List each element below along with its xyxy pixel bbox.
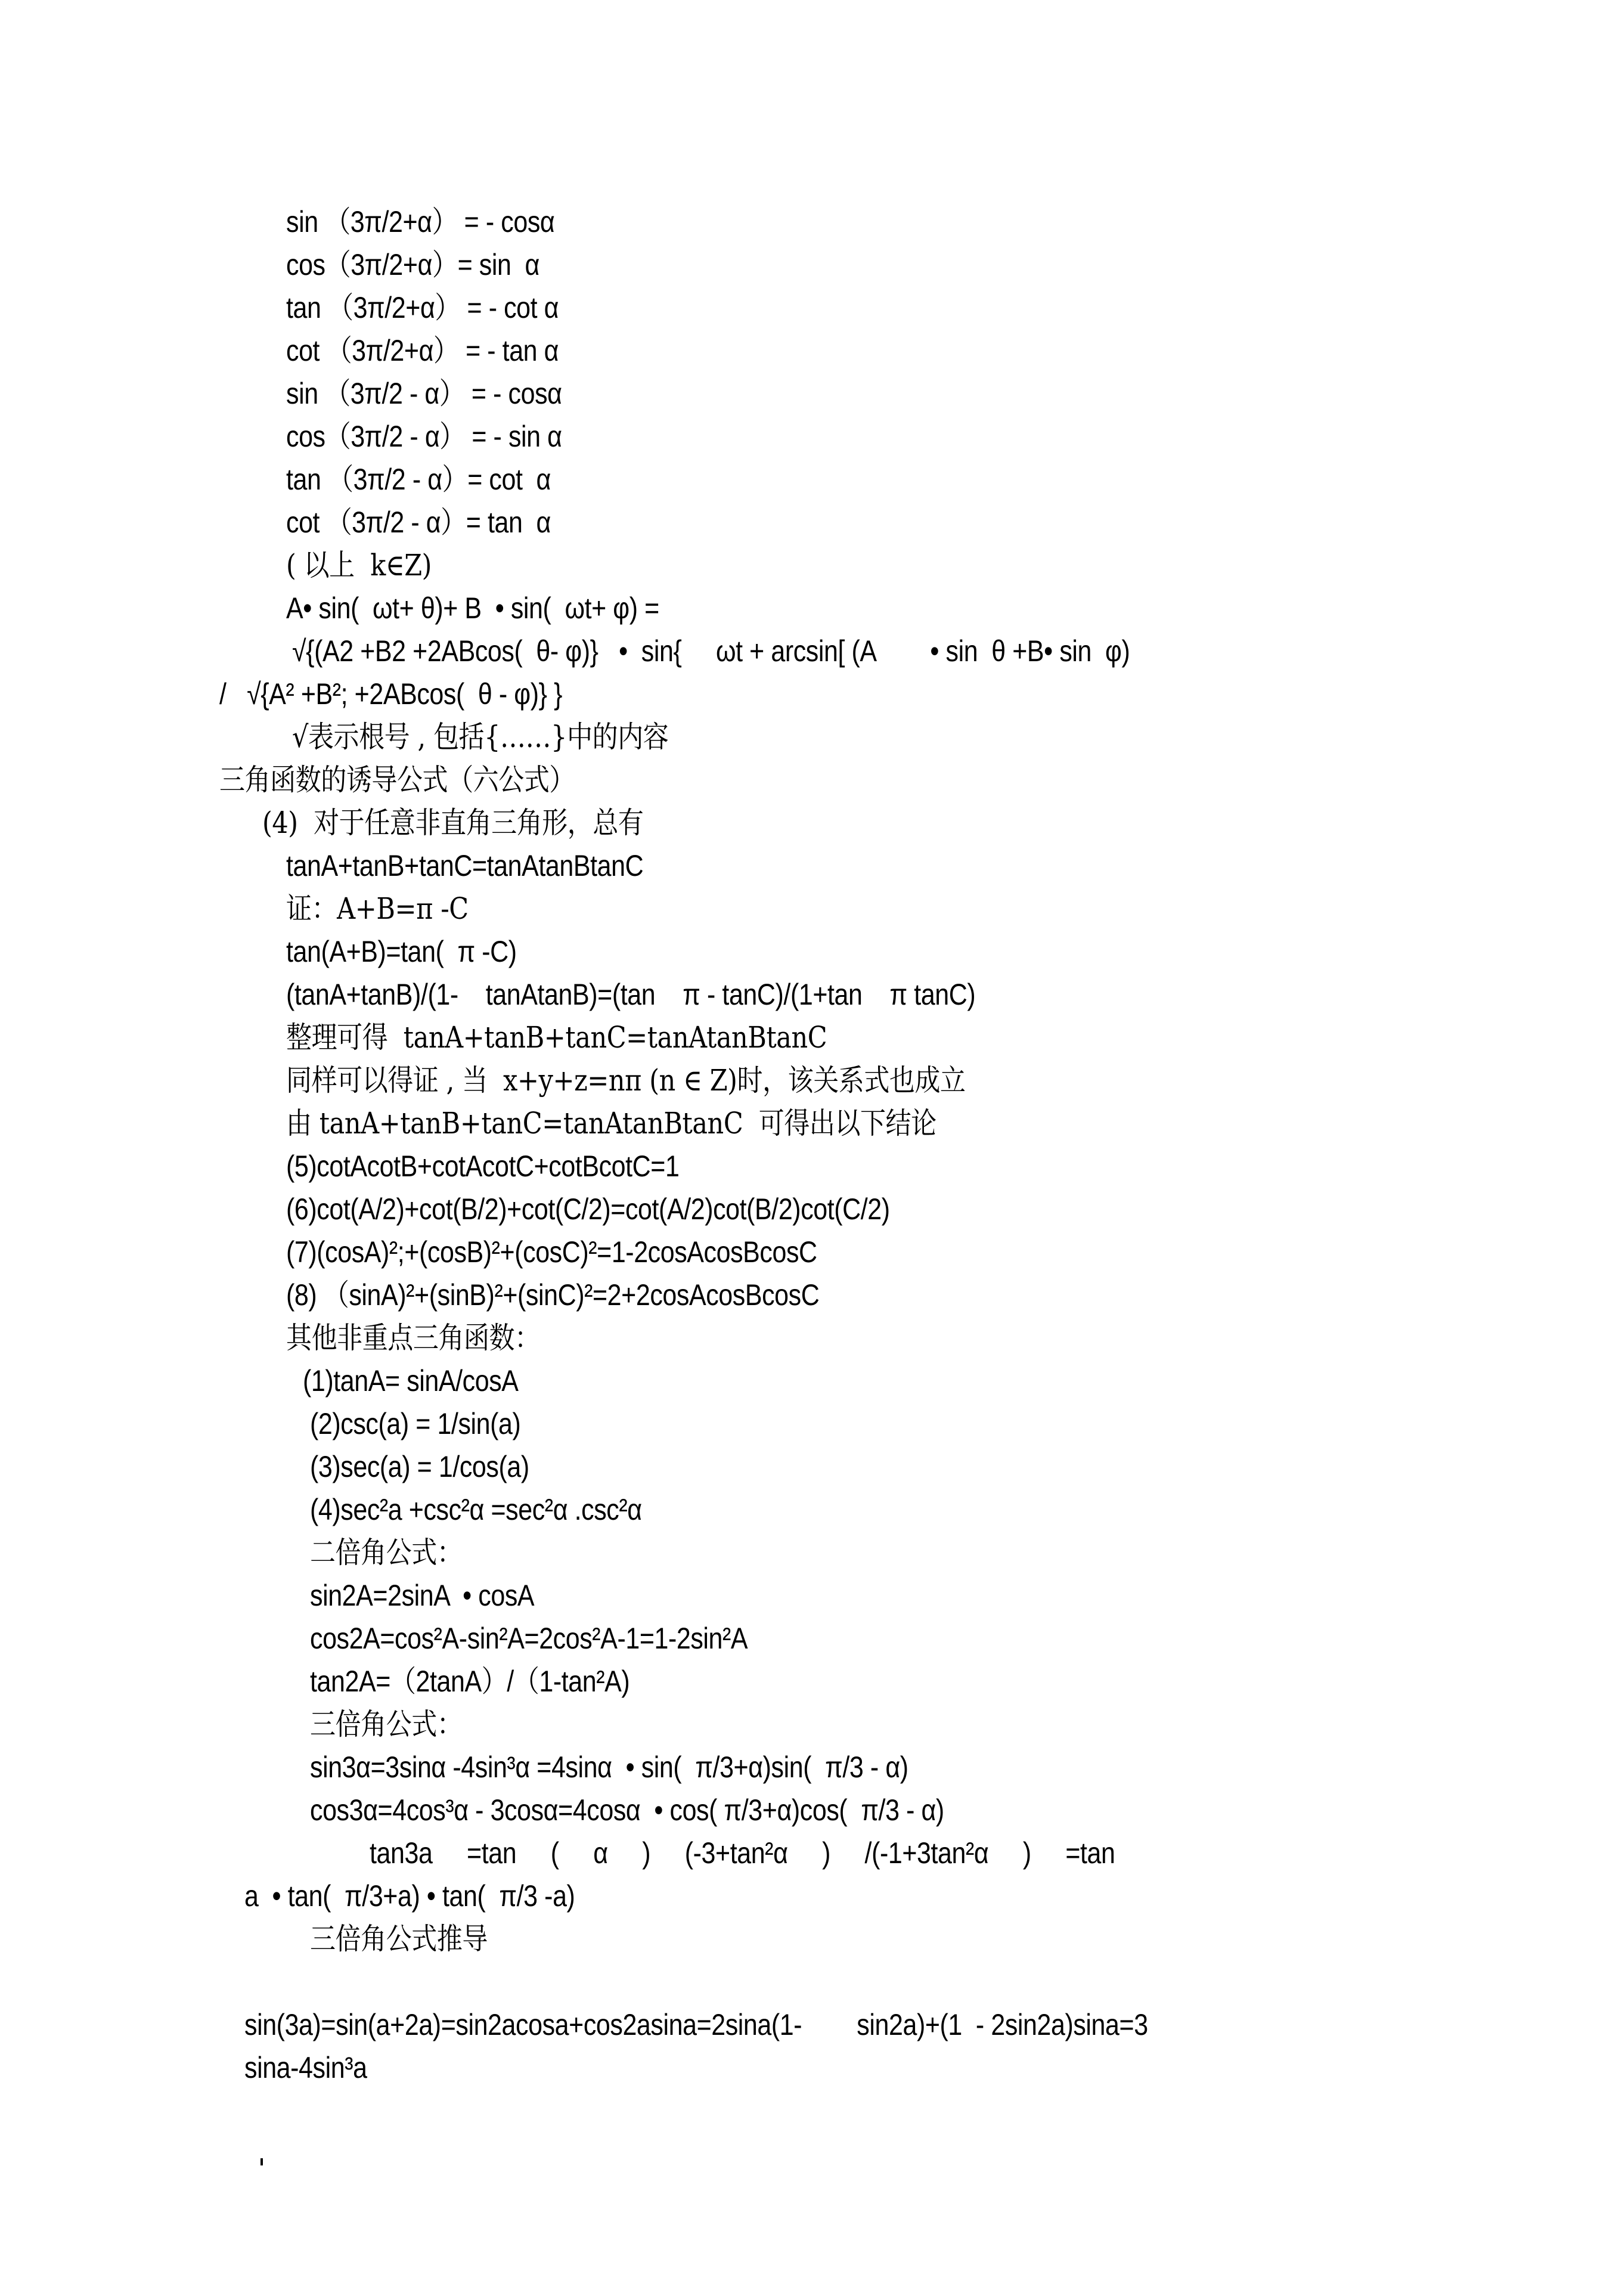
formula-cot-3pi2-plus: cot （3π/2+α） = - tan α (286, 334, 559, 367)
triple-angle-cos: cos3α=4cos³α - 3cosα=4cosα • cos( π/3+α)cos( π/3 - α) (310, 1793, 944, 1827)
formula-cos-3pi2-plus: cos（3π/2+α）= sin α (286, 248, 539, 281)
page-stray-mark (260, 2158, 263, 2165)
conclusion-item-5: (5)cotAcotB+cotAcotC+cotBcotC=1 (286, 1149, 680, 1183)
generalization-statement: 同样可以得证 , 当 x+y+z=nπ (n ∈ Z)时，该关系式也成立 (286, 1063, 966, 1098)
other-function-item-4: (4)sec²a +csc²α =sec²α .csc²α (310, 1493, 642, 1526)
other-function-item-2: (2)csc(a) = 1/sin(a) (310, 1407, 521, 1440)
formula-cot-3pi2-minus: cot （3π/2 - α）= tan α (286, 506, 551, 539)
formula-sin-3pi2-plus: sin （3π/2+α） = - cosα (286, 205, 555, 238)
conclusion-item-6: (6)cot(A/2)+cot(B/2)+cot(C/2)=cot(A/2)cot(B/2)cot(C/2) (286, 1192, 890, 1226)
other-function-item-1: (1)tanA= sinA/cosA (303, 1364, 519, 1398)
double-angle-cos: cos2A=cos²A-sin²A=2cos²A-1=1-2sin²A (310, 1622, 748, 1655)
triple-angle-derivation-line-2: sina-4sin³a (244, 2051, 367, 2084)
combination-formula-line-1: A• sin( ωt+ θ)+ B • sin( ωt+ φ) = (286, 591, 659, 625)
other-function-item-3: (3)sec(a) = 1/cos(a) (310, 1450, 529, 1483)
combination-formula-line-3: / √{A² +B²; +2ABcos( θ - φ)} } (219, 677, 563, 711)
formula-tan-3pi2-minus: tan （3π/2 - α）= cot α (286, 463, 551, 496)
formula-cos-3pi2-minus: cos（3π/2 - α） = - sin α (286, 420, 562, 453)
sqrt-symbol-note: √表示根号 , 包括{……}中的内容 (292, 720, 669, 754)
conclusion-item-7: (7)(cosA)²;+(cosB)²+(cosC)²=1-2cosAcosBcosC (286, 1235, 817, 1269)
conclusion-item-8: (8) （sinA)²+(sinB)²+(sinC)²=2+2cosAcosBcosC (286, 1278, 820, 1312)
section-heading-induction-formulas: 三角函数的诱导公式（六公式） (219, 763, 575, 797)
proof-step-2: tan(A+B)=tan( π -C) (286, 935, 517, 968)
formula-sin-3pi2-minus: sin （3π/2 - α） = - cosα (286, 377, 562, 410)
proof-step-3: (tanA+tanB)/(1- tanAtanB)=(tan π - tanC)/(1+tan π tanC) (286, 978, 976, 1011)
conclusion-intro: 由 tanA+tanB+tanC=tanAtanBtanC 可得出以下结论 (286, 1106, 936, 1141)
triple-angle-heading: 三倍角公式： (310, 1707, 463, 1742)
triangle-identity-intro: (4) 对于任意非直角三角形，总有 (262, 805, 644, 840)
proof-step-4: 整理可得 tanA+tanB+tanC=tanAtanBtanC (286, 1020, 827, 1055)
triple-angle-tan: tan3a =tan ( α ) (-3+tan²α ) /(-1+3tan²α ) =tan (370, 1836, 1115, 1870)
formula-tan-3pi2-plus: tan （3π/2+α） = - cot α (286, 291, 559, 324)
triple-angle-tan-continued: a • tan( π/3+a) • tan( π/3 -a) (244, 1879, 575, 1913)
double-angle-heading: 二倍角公式： (310, 1535, 463, 1570)
triple-angle-derivation-heading: 三倍角公式推导 (310, 1922, 488, 1956)
triple-angle-sin: sin3α=3sinα -4sin³α =4sinα • sin( π/3+α)sin( π/3 - α) (310, 1750, 908, 1784)
tangent-sum-identity: tanA+tanB+tanC=tanAtanBtanC (286, 849, 644, 882)
k-integer-note: ( 以上 k∈Z) (286, 548, 432, 582)
proof-step-1: 证：A+B=π -C (286, 891, 469, 926)
other-functions-heading: 其他非重点三角函数： (286, 1321, 540, 1355)
combination-formula-line-2: √{(A2 +B2 +2ABcos( θ- φ)} • sin{ ωt + arcsin[ (A • sin θ +B• sin φ) (292, 634, 1130, 668)
triple-angle-derivation-line-1: sin(3a)=sin(a+2a)=sin2acosa+cos2asina=2sina(1- sin2a)+(1 - 2sin2a)sina=3 (244, 2008, 1148, 2041)
double-angle-sin: sin2A=2sinA • cosA (310, 1579, 535, 1612)
double-angle-tan: tan2A=（2tanA）/（1-tan²A) (310, 1665, 630, 1698)
